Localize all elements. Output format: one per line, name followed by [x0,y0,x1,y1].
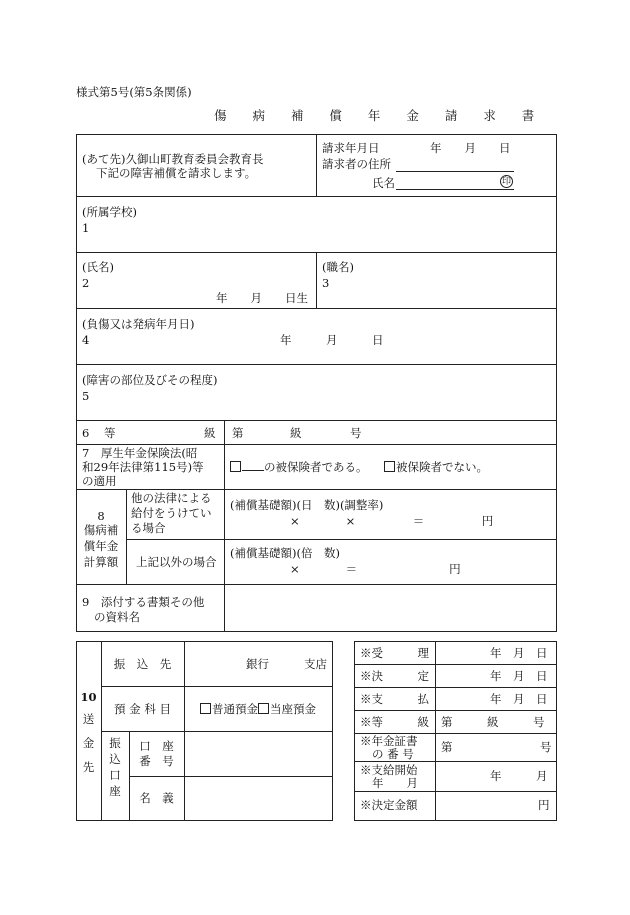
bank-label: 銀行 [246,657,269,671]
office-grade-label: ※等 級 [360,715,429,729]
attachments-line-1: 9 添付する書類その他 [82,595,205,609]
office-received-date[interactable]: 年 月 日 [490,646,548,660]
other-law-line-2: 給付をうけてい [131,506,212,520]
pension-option-insured-label: の被保険者である。 [264,460,368,474]
office-start-value[interactable]: 年 月 [490,769,548,783]
pension-option-not-insured-label: 被保険者でない。 [396,460,488,474]
office-grade-value[interactable]: 第 級 号 [441,715,545,729]
other-law-line-1: 他の法律による [131,491,212,505]
pension-law-line-2: 和29年法律第115号)等 [82,460,204,474]
office-cert-prefix: 第 [441,740,453,754]
attachments-line-2: の資料名 [94,610,140,624]
account-label-1: 振 [109,736,121,750]
office-paid-date[interactable]: 年 月 日 [490,692,548,706]
transfer-destination-label: 振 込 先 [113,657,172,671]
office-decided-label: ※決 定 [360,669,429,683]
office-start-label-1: ※支給開始 [360,763,418,777]
deposit-options[interactable] [200,702,316,716]
calc-label-3: 計算額 [83,555,119,569]
form-number: 様式第5号(第5条関係) [76,85,192,99]
grade-value-suffix: 号 [350,426,362,440]
formula-1-values[interactable]: × × ＝ 円 [290,514,494,528]
other-law-line-3: る場合 [131,521,166,535]
injury-date-field[interactable]: 年 月 日 [280,333,384,347]
account-label-2: 込 [109,752,121,766]
office-received-label: ※受 理 [360,646,429,660]
name-label: (氏名) [82,260,114,274]
account-label-3: 口 [109,768,121,782]
office-amount-yen[interactable]: 円 [538,798,550,812]
account-label-4: 座 [109,784,121,798]
remit-item-number: 10 [80,690,97,704]
injury-date-label: (負傷又は発病年月日) [82,317,195,331]
office-cert-label-1: ※年金証書 [360,734,418,748]
pension-law-line-1: 7 厚生年金保険法(昭 [82,446,198,460]
remit-label-3: 先 [82,760,95,774]
current-deposit-label: 当座預金 [270,702,316,716]
formula-2-label: (補償基礎額)(倍 数) [230,546,340,560]
claimant-name-field[interactable] [396,189,514,190]
office-decided-date[interactable]: 年 月 日 [490,669,548,683]
other-case-label: 上記以外の場合 [136,555,217,569]
school-label: (所属学校) [82,205,137,219]
seal-mark: 印 [501,177,511,187]
addressee-line: (あて先)久御山町教育委員会教育長 [82,152,264,166]
pension-option-insured[interactable] [230,460,368,474]
claimant-address-label: 請求者の住所 [322,157,391,171]
ordinary-deposit-checkbox[interactable] [200,703,211,714]
request-statement: 下記の障害補償を請求します。 [96,166,257,180]
claimant-name-label: 氏名 [372,176,395,190]
disability-item-number: 5 [82,389,90,403]
grade-value-prefix: 第 [232,426,244,440]
remit-label-2: 金 [82,736,95,750]
calc-label-2: 償年金 [83,539,119,553]
insurance-type-blank[interactable] [242,461,264,471]
formula-2-values[interactable]: × ＝ 円 [290,562,461,576]
disability-label: (障害の部位及びその程度) [82,373,218,387]
remit-label-1: 送 [82,712,95,726]
grade-value-mid: 級 [290,426,302,440]
calc-item-number: 8 [97,509,105,523]
grade-label: 等 [104,426,116,440]
office-use-table [354,641,557,821]
pension-option-not-insured[interactable] [384,460,488,474]
deposit-type-label: 預 金 科 目 [114,702,171,716]
office-paid-label: ※支 払 [360,692,429,706]
claim-date-label: 請求年月日 [322,141,380,155]
school-item-number: 1 [82,221,90,235]
office-amount-label: ※決定金額 [360,798,418,812]
office-start-label-2: 年 月 [372,776,418,790]
claimant-address-field[interactable] [396,171,514,172]
grade-label-2: 級 [204,426,216,440]
claim-date-field[interactable]: 年 月 日 [430,141,511,155]
job-item-number: 3 [322,276,330,290]
branch-label: 支店 [304,657,327,671]
birth-date-field[interactable]: 年 月 日生 [216,291,308,305]
calc-label-1: 傷病補 [83,523,119,537]
form-title: 傷 病 補 償 年 金 請 求 書 [214,108,546,123]
injury-item-number: 4 [82,333,90,347]
name-item-number: 2 [82,276,90,290]
insured-checkbox[interactable] [230,461,241,472]
formula-1-label: (補償基礎額)(日 数)(調整率) [230,498,384,512]
grade-item-number: 6 [82,426,90,440]
account-number-label-1: 口 座 [139,739,174,753]
ordinary-deposit-label: 普通預金 [212,702,258,716]
pension-law-line-3: の適用 [82,474,117,488]
account-number-label-2: 番 号 [139,754,174,768]
office-cert-suffix: 号 [540,740,552,754]
current-deposit-checkbox[interactable] [258,703,269,714]
not-insured-checkbox[interactable] [384,461,395,472]
office-cert-label-2: の 番 号 [372,747,414,761]
account-holder-label: 名 義 [139,791,174,805]
job-label: (職名) [322,260,354,274]
